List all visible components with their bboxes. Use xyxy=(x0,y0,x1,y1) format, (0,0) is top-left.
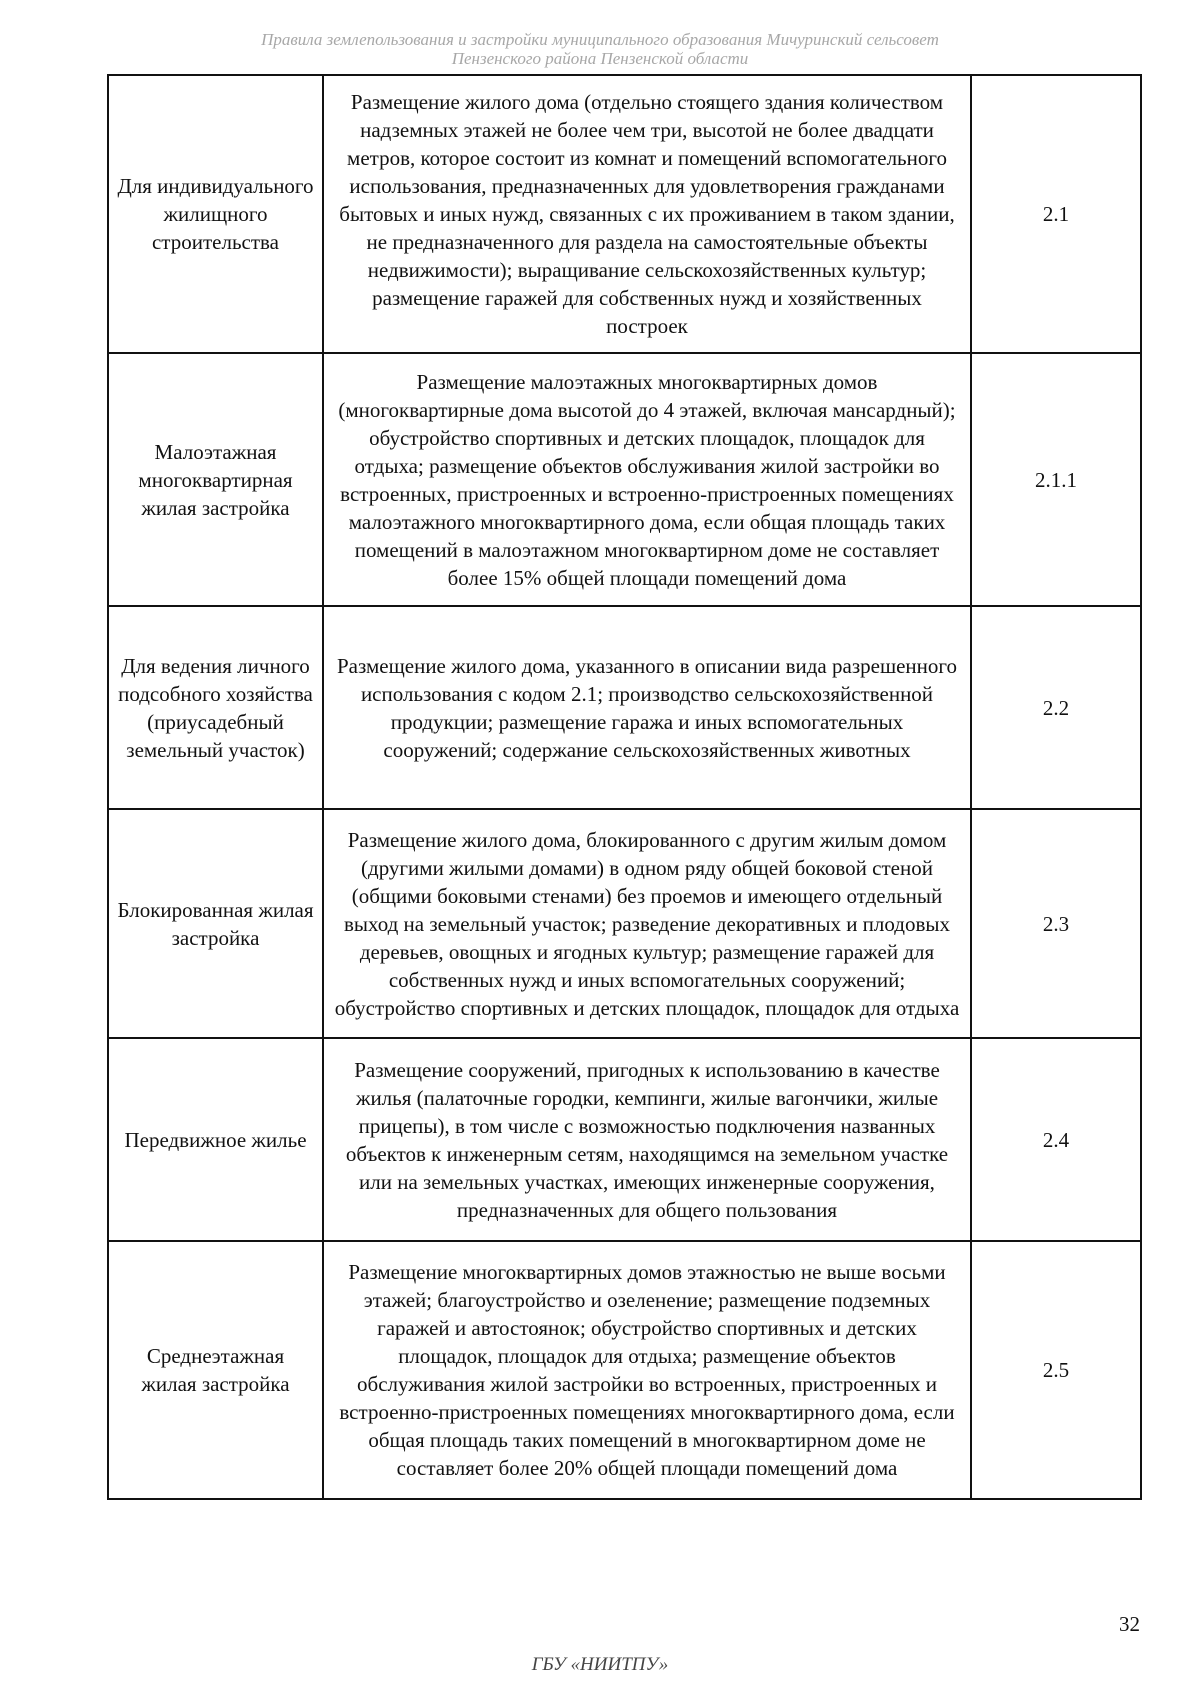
land-use-table xyxy=(107,74,1142,1500)
table-row xyxy=(108,75,1141,353)
use-type-code: 2.1.1 xyxy=(971,353,1141,606)
use-type-code: 2.4 xyxy=(971,1038,1141,1241)
table-row xyxy=(108,353,1141,606)
use-type-name: Для ведения личного подсобного хозяйства (приусадебный земельный участок) xyxy=(108,606,323,809)
table-row xyxy=(108,1241,1141,1499)
use-type-name: Для индивидуального жилищного строительства xyxy=(108,75,323,353)
table-row xyxy=(108,809,1141,1038)
use-type-description: Размещение жилого дома, блокированного с другим жилым домом (другими жилыми домами) в одном ряду общей боковой стеной (общими боковыми стенами) без проемов и имеющего отдельный выход на земельный участок; разведение декоративных и плодовых деревьев, овощных и ягодных культур; размещение гаражей для собственных нужд и иных вспомогательных сооружений; обустройство спортивных и детских площадок, площадок для отдыха xyxy=(323,809,971,1038)
header-line-1: Правила землепользования и застройки муниципального образования Мичуринский сельсовет xyxy=(261,30,939,49)
use-type-name: Передвижное жилье xyxy=(108,1038,323,1241)
page-header xyxy=(0,30,1200,68)
use-type-description: Размещение малоэтажных многоквартирных домов (многоквартирные дома высотой до 4 этажей, включая мансардный); обустройство спортивных и детских площадок, площадок для отдыха; размещение объектов обслуживания жилой застройки во встроенных, пристроенных и встроенно-пристроенных помещениях малоэтажного многоквартирного дома, если общая площадь таких помещений в малоэтажном многоквартирном доме не составляет более 15% общей площади помещений дома xyxy=(323,353,971,606)
use-type-name: Среднеэтажная жилая застройка xyxy=(108,1241,323,1499)
page-number: 32 xyxy=(1119,1612,1140,1636)
table-row xyxy=(108,1038,1141,1241)
use-type-description: Размещение жилого дома (отдельно стоящего здания количеством надземных этажей не более чем три, высотой не более двадцати метров, которое состоит из комнат и помещений вспомогательного использования, предназначенных для удовлетворения гражданами бытовых и иных нужд, связанных с их проживанием в таком здании, не предназначенного для раздела на самостоятельные объекты недвижимости); выращивание сельскохозяйственных культур; размещение гаражей для собственных нужд и хозяйственных построек xyxy=(323,75,971,353)
table-row xyxy=(108,606,1141,809)
header-line-2: Пензенского района Пензенской области xyxy=(451,49,749,68)
use-type-description: Размещение многоквартирных домов этажностью не выше восьми этажей; благоустройство и озеленение; размещение подземных гаражей и автостоянок; обустройство спортивных и детских площадок, площадок для отдыха; размещение объектов обслуживания жилой застройки во встроенных, пристроенных и встроенно-пристроенных помещениях многоквартирного дома, если общая площадь таких помещений в многоквартирном доме не составляет более 20% общей площади помещений дома xyxy=(323,1241,971,1499)
use-type-code: 2.3 xyxy=(971,809,1141,1038)
page-footer: ГБУ «НИИТПУ» xyxy=(531,1654,669,1675)
use-type-description: Размещение жилого дома, указанного в описании вида разрешенного использования с кодом 2.1; производство сельскохозяйственной продукции; размещение гаража и иных вспомогательных сооружений; содержание сельскохозяйственных животных xyxy=(323,606,971,809)
use-type-code: 2.5 xyxy=(971,1241,1141,1499)
use-type-description: Размещение сооружений, пригодных к использованию в качестве жилья (палаточные городки, кемпинги, жилые вагончики, жилые прицепы), в том числе с возможностью подключения названных объектов к инженерным сетям, находящимся на земельном участке или на земельных участках, имеющих инженерные сооружения, предназначенных для общего пользования xyxy=(323,1038,971,1241)
use-type-code: 2.1 xyxy=(971,75,1141,353)
use-type-name: Блокированная жилая застройка xyxy=(108,809,323,1038)
use-type-name: Малоэтажная многоквартирная жилая застройка xyxy=(108,353,323,606)
use-type-code: 2.2 xyxy=(971,606,1141,809)
